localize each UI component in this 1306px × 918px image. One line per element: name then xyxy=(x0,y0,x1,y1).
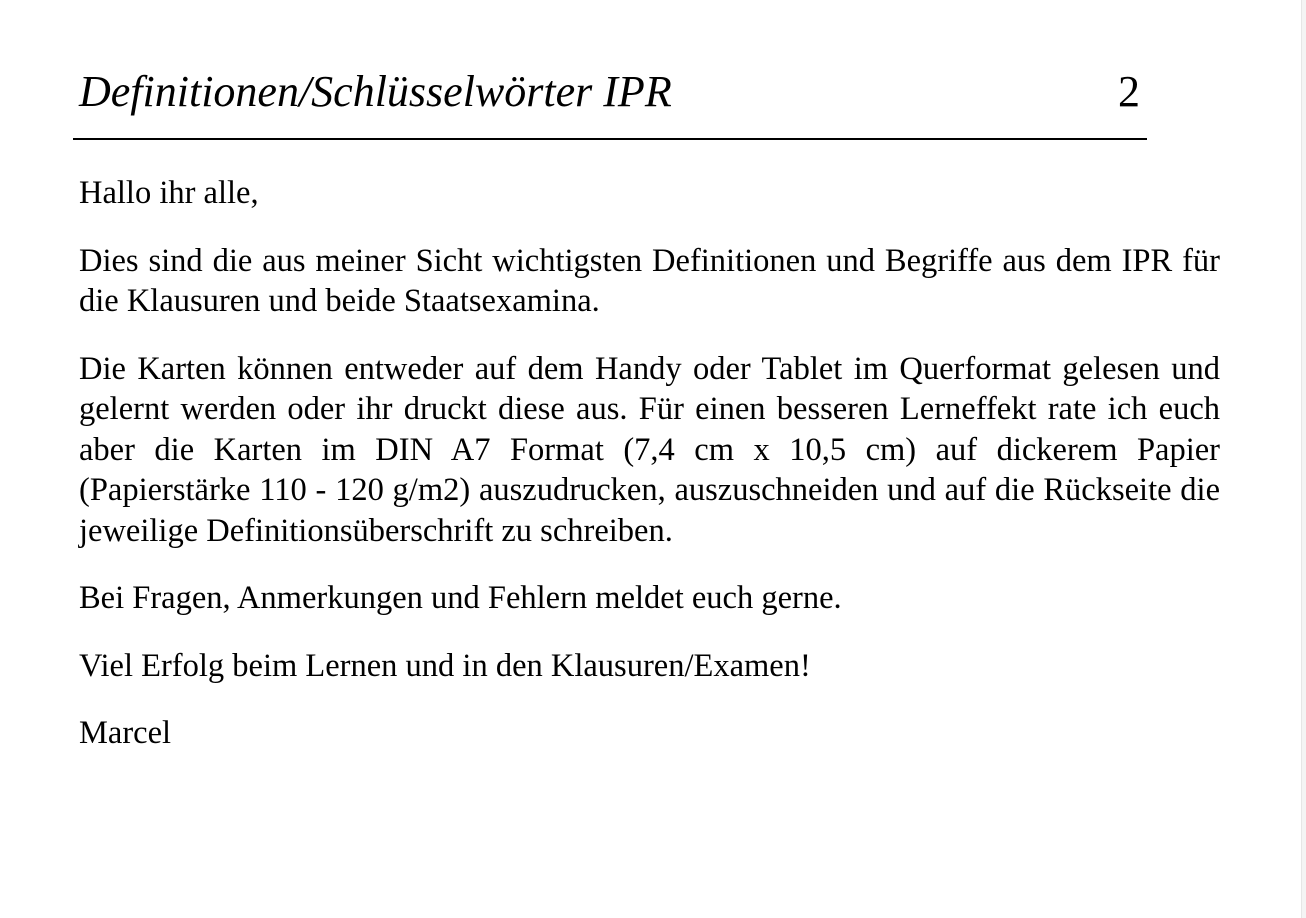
greeting-paragraph: Hallo ihr alle, xyxy=(79,175,259,211)
signature: Marcel xyxy=(79,715,172,751)
document-body xyxy=(79,173,1220,781)
intro-paragraph: Dies sind die aus meiner Sicht wichtigsten Definitionen und Begriffe aus dem IPR für die Klausuren und beide Staatsexamina. xyxy=(79,242,1220,319)
usage-instructions-paragraph: Die Karten können entweder auf dem Handy oder Tablet im Querformat gelesen und gelernt werden oder ihr druckt diese aus. Für einen besseren Lerneffekt rate ich euch aber die Karten im DIN A7 Format (7,4 cm x 10,5 cm) auf dickerem Papier (Papierstärke 110 - 120 g/m2) auszudrucken, auszuschneiden und auf die Rückseite die jeweilige Definitionsüberschrift zu schreiben. xyxy=(79,350,1220,549)
feedback-paragraph: Bei Fragen, Anmerkungen und Fehlern meldet euch gerne. xyxy=(79,580,842,616)
header-title: Definitionen/Schlüsselwörter IPR xyxy=(79,67,672,116)
page-edge xyxy=(1301,0,1306,918)
page-header xyxy=(73,66,1147,140)
page-number: 2 xyxy=(1118,67,1140,116)
closing-paragraph: Viel Erfolg beim Lernen und in den Klausuren/Examen! xyxy=(79,647,811,684)
